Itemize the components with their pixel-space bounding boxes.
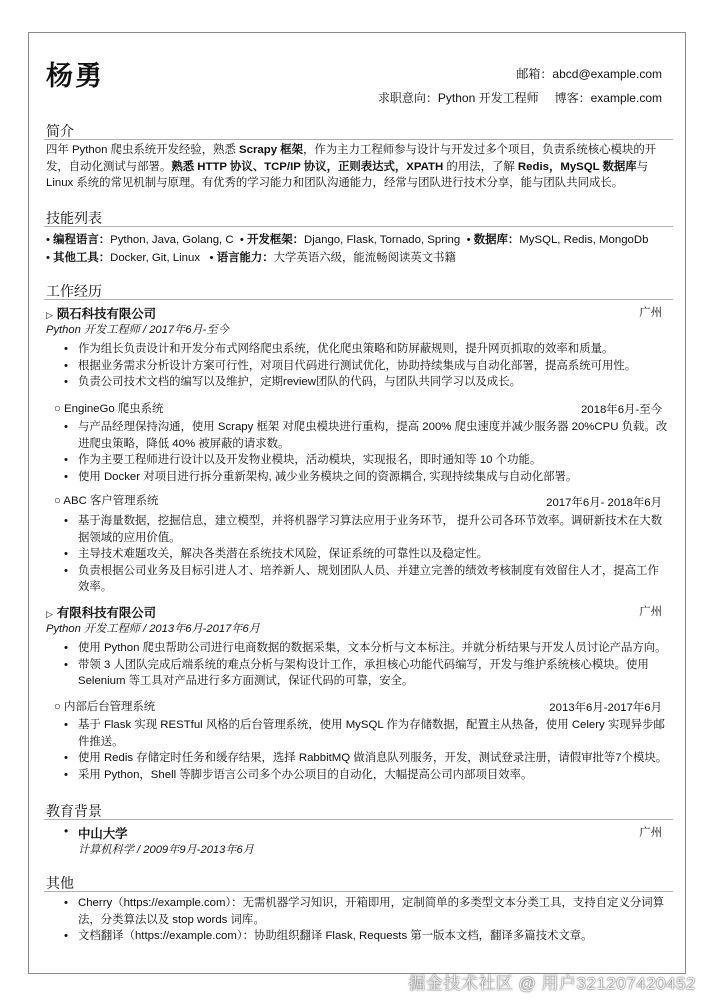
section-title-work: 工作经历	[46, 283, 102, 299]
list-item: • 负责公司技术文档的编写以及维护，定期review团队的代码，与团队共同学习以及成长。	[78, 374, 670, 391]
education-detail: 计算机科学 / 2009年9月-2013年6月	[78, 844, 254, 856]
list-item: • 作为组长负责设计和开发分布式网络爬虫系统，优化爬虫策略和防屏蔽规则，提升网页抓取的效率和质量。	[78, 341, 670, 358]
section-title-skills: 技能列表	[46, 210, 102, 226]
list-item: • 文档翻译（https://example.com）：协助组织翻译 Flask, Requests 第一版本文档，翻译多篇技术文章。	[78, 928, 670, 945]
section-divider	[44, 891, 673, 892]
list-item: • 基于 Flask 实现 RESTful 风格的后台管理系统，使用 MySQL 作为存储数据，配置主从热备，使用 Celery 实现异步邮件推送。	[78, 717, 670, 750]
company-role: Python 开发工程师 / 2017年6月-至今	[46, 324, 229, 336]
section-divider	[44, 139, 673, 140]
triangle-right-icon: ▷	[46, 310, 53, 320]
triangle-right-icon: ▷	[46, 609, 53, 619]
company-city: 广州	[639, 606, 662, 618]
project-name: ○ ABC 客户管理系统	[54, 495, 159, 507]
section-divider	[44, 299, 673, 300]
list-item: • 根据业务需求分析设计方案可行性，对项目代码进行测试优化，协助持续集成与自动化部署，提高系统可用性。	[78, 358, 670, 375]
intro-paragraph: 四年 Python 爬虫系统开发经验，熟悉 Scrapy 框架，作为主力工程师参与设计与开发过多个项目，负责系统核心模块的开发，自动化测试与部署。熟悉 HTTP 协议、TCP/IP 协议，正则表达式，XPATH 的用法，了解 Redis，MySQL 数据库与 Linux 系统的常见机制与原理。有优秀的学习能力和团队沟通能力，经常与团队进行技术分享，能与团队共同成长。	[46, 144, 657, 190]
watermark: 掘金技术社区 @ 用户321207420452	[408, 974, 696, 993]
list-item: • 使用 Docker 对项目进行拆分重新架构, 减少业务模块之间的资源耦合, 实现持续集成与自动化部署。	[78, 469, 670, 486]
project-date: 2017年6月- 2018年6月	[546, 497, 662, 509]
section-title-other: 其他	[46, 875, 74, 891]
blog-value[interactable]: example.com	[590, 91, 662, 105]
list-item: • 负责根据公司业务及目标引进人才、培养新人、规划团队人员、并建立完善的绩效考核制度有效留住人才，提高工作效率。	[78, 563, 670, 596]
job-label: 求职意向：	[377, 91, 438, 105]
list-item: • 使用 Redis 存储定时任务和缓存结果，选择 RabbitMQ 做消息队列服务，开发，测试登录注册，请假审批等7个模块。	[78, 750, 670, 767]
list-item: • 与产品经理保持沟通，使用 Scrapy 框架 对爬虫模块进行重构，提高 200% 爬虫速度并减少服务器 20%CPU 负载。改进爬虫策略，降低 40% 被屏蔽的请求数。	[78, 419, 670, 452]
blog-label: 博客：	[554, 91, 591, 105]
email-label: 邮箱：	[516, 67, 553, 81]
list-item: • Cherry（https://example.com）：无需机器学习知识，开箱即用，定制简单的多类型文本分类工具，支持自定义分词算法，分类算法以及 stop words 词库。	[78, 895, 670, 928]
company-bullets	[78, 341, 670, 391]
list-item: • 带领 3 人团队完成后端系统的难点分析与架构设计工作，承担核心功能代码编写，开发与维护系统核心模块。使用 Selenium 等工具对产品进行多方面测试，保证代码的可靠，安全。	[78, 657, 670, 690]
company-bullets	[78, 640, 670, 690]
company-name: ▷ 陨石科技有限公司	[46, 307, 157, 321]
project-bullets	[78, 513, 670, 596]
company-city: 广州	[639, 307, 662, 319]
company-role: Python 开发工程师 / 2013年6月-2017年6月	[46, 623, 260, 635]
job-value: Python 开发工程师	[437, 91, 539, 105]
school-name: 中山大学	[78, 827, 128, 841]
list-item: • 基于海量数据，挖掘信息，建立模型，并将机器学习算法应用于业务环节， 提升公司各环节效率。调研新技术在大数据领域的应用价值。	[78, 513, 670, 546]
other-bullets	[78, 895, 670, 945]
section-title-intro: 简介	[46, 123, 74, 139]
skills-line-1: • 编程语言：Python, Java, Golang, C • 开发框架：Django, Flask, Tornado, Spring • 数据库：MySQL, Redis, MongoDb	[46, 234, 649, 246]
list-item: • 作为主要工程师进行设计以及开发物业模块，活动模块，实现报名，即时通知等 10 个功能。	[78, 452, 670, 469]
project-bullets	[78, 419, 670, 485]
list-item: • 采用 Python，Shell 等脚步语言公司多个办公项目的自动化，大幅提高公司内部项目效率。	[78, 767, 670, 784]
email-line	[516, 65, 662, 82]
section-divider	[44, 226, 673, 227]
job-blog-line	[378, 89, 662, 106]
project-name: ○ EngineGo 爬虫系统	[54, 403, 164, 415]
project-name: ○ 内部后台管理系统	[54, 701, 156, 713]
candidate-name: 杨勇	[46, 61, 104, 91]
project-date: 2013年6月-2017年6月	[549, 702, 662, 714]
project-date: 2018年6月-至今	[580, 404, 662, 416]
company-name: ▷ 有限科技有限公司	[46, 606, 157, 620]
email-value[interactable]: abcd@example.com	[552, 67, 662, 81]
project-bullets	[78, 717, 670, 783]
section-divider	[44, 819, 673, 820]
section-title-education: 教育背景	[46, 803, 102, 819]
list-item: • 主导技术难题攻关，解决各类潜在系统技术风险，保证系统的可靠性以及稳定性。	[78, 546, 670, 563]
list-item: • 使用 Python 爬虫帮助公司进行电商数据的数据采集，文本分析与文本标注。并就分析结果与开发人员讨论产品方向。	[78, 640, 670, 657]
skills-line-2: • 其他工具：Docker, Git, Linux • 语言能力：大学英语六级，能流畅阅读英文书籍	[46, 252, 456, 264]
school-city: 广州	[639, 827, 662, 839]
bullet-dot: •	[64, 824, 69, 838]
